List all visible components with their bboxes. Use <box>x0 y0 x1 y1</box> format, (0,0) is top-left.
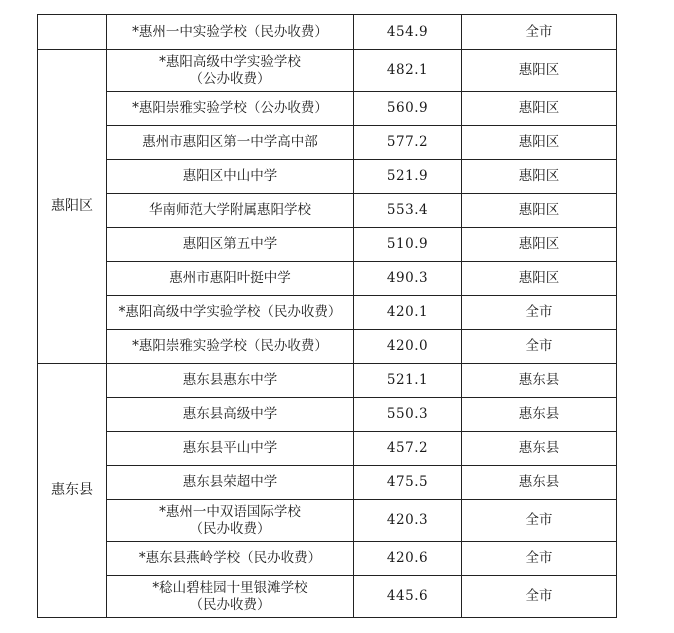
table-row <box>38 228 617 262</box>
school-name-line1: *惠州一中双语国际学校 <box>159 503 301 520</box>
table-row <box>38 126 617 160</box>
score-cell: 420.6 <box>354 542 462 576</box>
table-row <box>38 330 617 364</box>
scope-cell: 惠东县 <box>462 466 617 500</box>
score-cell: 482.1 <box>354 50 462 92</box>
table-row <box>38 194 617 228</box>
score-cell: 420.1 <box>354 296 462 330</box>
scope-cell: 全市 <box>462 330 617 364</box>
school-cell: 惠东县平山中学 <box>107 432 354 466</box>
table-row <box>38 15 617 50</box>
scope-cell: 全市 <box>462 576 617 618</box>
table-row <box>38 262 617 296</box>
table-row <box>38 160 617 194</box>
school-cell: *惠阳高级中学实验学校（民办收费） <box>107 296 354 330</box>
table-row <box>38 50 617 92</box>
table-row <box>38 542 617 576</box>
school-cell <box>107 500 354 542</box>
table-row <box>38 466 617 500</box>
school-cell: *惠东县燕岭学校（民办收费） <box>107 542 354 576</box>
table-row <box>38 398 617 432</box>
table-row <box>38 92 617 126</box>
scope-cell: 全市 <box>462 296 617 330</box>
table-row <box>38 500 617 542</box>
scope-cell: 惠阳区 <box>462 194 617 228</box>
scope-cell: 全市 <box>462 542 617 576</box>
school-cell: 惠阳区第五中学 <box>107 228 354 262</box>
scope-cell: 惠阳区 <box>462 50 617 92</box>
score-cell: 445.6 <box>354 576 462 618</box>
school-cell: 惠州市惠阳区第一中学高中部 <box>107 126 354 160</box>
school-cell: 惠东县惠东中学 <box>107 364 354 398</box>
score-cell: 550.3 <box>354 398 462 432</box>
school-name-line1: *惠阳高级中学实验学校 <box>159 53 301 70</box>
scope-cell: 惠阳区 <box>462 126 617 160</box>
region-cell-huiyang: 惠阳区 <box>38 50 107 364</box>
table-row <box>38 296 617 330</box>
school-name-line2: （公办收费） <box>189 70 271 87</box>
score-cell: 454.9 <box>354 15 462 50</box>
scope-cell: 惠东县 <box>462 398 617 432</box>
school-name-line2: （民办收费） <box>189 520 271 537</box>
table-row <box>38 432 617 466</box>
table-row <box>38 364 617 398</box>
region-cell-huidong: 惠东县 <box>38 364 107 618</box>
school-cell: *惠阳崇雅实验学校（民办收费） <box>107 330 354 364</box>
scope-cell: 惠阳区 <box>462 92 617 126</box>
school-name-line2: （民办收费） <box>189 596 271 613</box>
school-name-line1: *稔山碧桂园十里银滩学校 <box>152 579 308 596</box>
region-cell-empty <box>38 15 107 50</box>
school-cell: 华南师范大学附属惠阳学校 <box>107 194 354 228</box>
score-cell: 490.3 <box>354 262 462 296</box>
score-cell: 457.2 <box>354 432 462 466</box>
school-cell <box>107 50 354 92</box>
school-cell: *惠阳崇雅实验学校（公办收费） <box>107 92 354 126</box>
score-cell: 560.9 <box>354 92 462 126</box>
table-row <box>38 576 617 618</box>
score-cell: 510.9 <box>354 228 462 262</box>
scope-cell: 惠阳区 <box>462 228 617 262</box>
scope-cell: 惠阳区 <box>462 262 617 296</box>
school-cell: 惠东县荣超中学 <box>107 466 354 500</box>
scope-cell: 惠东县 <box>462 364 617 398</box>
school-cell: 惠阳区中山中学 <box>107 160 354 194</box>
scope-cell: 惠阳区 <box>462 160 617 194</box>
score-cell: 420.0 <box>354 330 462 364</box>
school-cell: 惠州市惠阳叶挺中学 <box>107 262 354 296</box>
school-cell: 惠东县高级中学 <box>107 398 354 432</box>
score-cell: 420.3 <box>354 500 462 542</box>
score-cell: 521.1 <box>354 364 462 398</box>
school-cell: *惠州一中实验学校（民办收费） <box>107 15 354 50</box>
school-cell <box>107 576 354 618</box>
scope-cell: 全市 <box>462 15 617 50</box>
score-cell: 521.9 <box>354 160 462 194</box>
scope-cell: 全市 <box>462 500 617 542</box>
score-cell: 577.2 <box>354 126 462 160</box>
admission-score-table <box>37 14 617 618</box>
score-cell: 475.5 <box>354 466 462 500</box>
score-cell: 553.4 <box>354 194 462 228</box>
scope-cell: 惠东县 <box>462 432 617 466</box>
